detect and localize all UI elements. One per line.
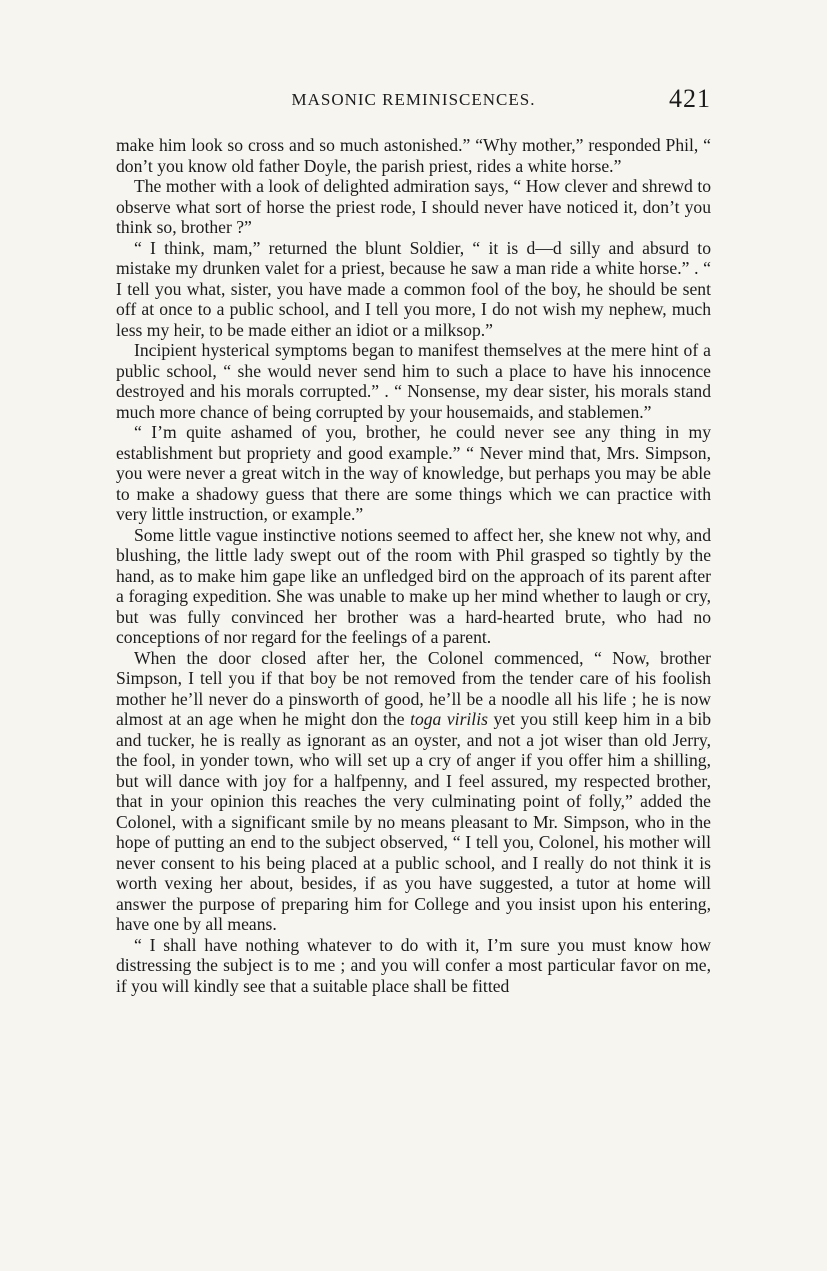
page-header <box>116 84 711 114</box>
paragraph-text: When the door closed after her, the Colonel commenced, “ Now, brother Simpson, I tell you if that boy be not removed from the tender care of his foolish mother he’ll never do a pinsworth of good, he’ll be a noodle all his life ; he is now almost at an age when he might don the <box>116 647 711 729</box>
page-number: 421 <box>669 84 711 113</box>
paragraph: Some little vague instinctive notions seemed to affect her, she knew not why, and blushing, the little lady swept out of the room with Phil grasped so tightly by the hand, as to make him gape like an unfledged bird on the approach of its parent after a foraging expedition. She was unable to make up her mind whether to laugh or cry, but was fully convinced her brother was a hard-hearted brute, who had no conceptions of nor regard for the feelings of a parent. <box>116 524 711 647</box>
paragraph: “ I think, mam,” returned the blunt Soldier, “ it is d—d silly and absurd to mistake my drunken valet for a priest, because he saw a man ride a white horse.” . “ I tell you what, sister, you have made a common fool of the boy, he should be sent off at once to a public school, and I tell you more, I do not wish my nephew, much less my heir, to be made either an idiot or a milksop.” <box>116 237 711 340</box>
paragraph: “ I shall have nothing whatever to do with it, I’m sure you must know how distressing the subject is to me ; and you will confer a most particular favor on me, if you will kindly see that a suitable place shall be fitted <box>116 934 711 996</box>
body-text <box>116 135 711 996</box>
italic-phrase: toga virilis <box>410 709 488 729</box>
paragraph: Incipient hysterical symptoms began to manifest themselves at the mere hint of a public school, “ she would never send him to such a place to have his innocence destroyed and his morals corrupted.” . “ Nonsense, my dear sister, his morals stand much more chance of being corrupted by your housemaids, and stablemen.” <box>116 340 711 422</box>
paragraph: The mother with a look of delighted admiration says, “ How clever and shrewd to observe what sort of horse the priest rode, I should never have noticed it, don’t you think so, brother ?” <box>116 176 711 237</box>
paragraph: make him look so cross and so much astonished.” “Why mother,” responded Phil, “ don’t you know old father Doyle, the parish priest, rides a white horse.” <box>116 135 711 176</box>
running-title: MASONIC REMINISCENCES. <box>291 90 536 109</box>
paragraph: “ I’m quite ashamed of you, brother, he could never see any thing in my establishment but propriety and good example.” “ Never mind that, Mrs. Simpson, you were never a great witch in the way of knowledge, but perhaps you may be able to make a shadowy guess that there are some things which we can practice with very little instruction, or example.” <box>116 422 711 524</box>
paragraph-text: yet you still keep him in a bib and tucker, he is really as ignorant as an oyster, and not a jot wiser than old Jerry, the fool, in yonder town, who will set up a cry of anger if you offer him a shilling, but will dance with joy for a halfpenny, and I feel assured, my respected brother, that in your opinion this reaches the very culminating point of folly,” added the Colonel, with a significant smile by no means pleasant to Mr. Simpson, who in the hope of putting an end to the subject observed, “ I tell you, Colonel, his mother will never consent to his being placed at a public school, and I really do not think it is worth vexing her about, besides, if as you have suggested, a tutor at home will answer the purpose of preparing him for College and you insist upon his entering, have one by all means. <box>116 709 712 934</box>
paragraph <box>116 648 711 935</box>
